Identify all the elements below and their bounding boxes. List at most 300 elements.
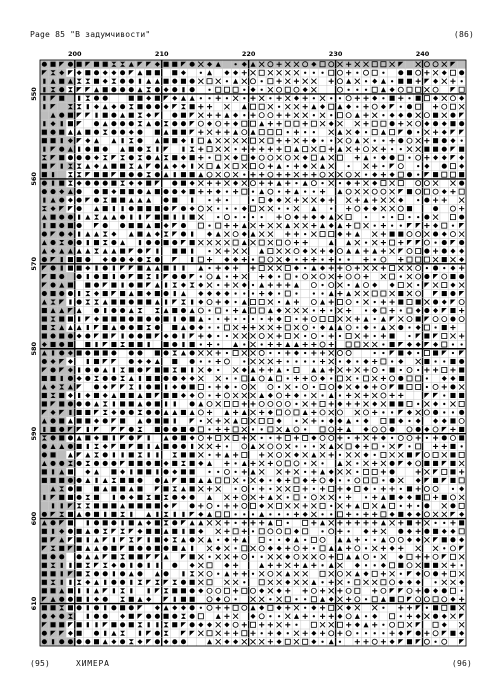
pattern-cell: [396, 60, 405, 68]
pattern-cell: [311, 79, 316, 84]
pattern-cell: [129, 198, 134, 203]
pattern-cell: [224, 401, 229, 406]
pattern-cell: [294, 198, 299, 203]
pattern-cell: [250, 325, 255, 330]
pattern-cell: [398, 529, 403, 534]
pattern-cell: [66, 60, 75, 68]
pattern-cell: [442, 571, 447, 576]
pattern-cell: [311, 537, 316, 542]
pattern-cell: [268, 130, 273, 135]
pattern-cell: [320, 486, 325, 491]
pattern-cell: [381, 580, 386, 585]
pattern-cell: [390, 537, 395, 542]
pattern-cell: [285, 181, 290, 186]
pattern-cell: [120, 189, 125, 194]
pattern-cell: [295, 624, 297, 626]
pattern-cell: [111, 639, 116, 644]
pattern-cell: [398, 316, 403, 321]
pattern-cell: [268, 384, 273, 389]
pattern-cell: [181, 96, 186, 101]
pattern-cell: [442, 435, 447, 440]
pattern-cell: [372, 283, 377, 288]
pattern-cell: [337, 622, 342, 627]
pattern-cell: [111, 478, 116, 483]
pattern-cell: [372, 597, 377, 602]
pattern-cell: [442, 367, 447, 372]
pattern-cell: [94, 333, 99, 338]
pattern-cell: [40, 570, 49, 578]
pattern-cell: [424, 614, 429, 619]
pattern-cell: [233, 367, 238, 372]
pattern-cell: [103, 393, 108, 398]
pattern-cell: [381, 359, 386, 364]
pattern-cell: [459, 486, 464, 491]
pattern-cell: [459, 350, 464, 355]
pattern-cell: [433, 215, 438, 220]
pattern-cell: [242, 232, 247, 237]
pattern-cell: [181, 461, 186, 466]
pattern-cell: [137, 359, 142, 364]
pattern-cell: [66, 638, 75, 646]
pattern-cell: [355, 223, 360, 228]
pattern-cell: [103, 299, 108, 304]
pattern-cell: [40, 187, 49, 195]
pattern-cell: [381, 333, 386, 338]
pattern-cell: [224, 546, 229, 551]
pattern-cell: [390, 401, 395, 406]
pattern-cell: [190, 469, 195, 474]
pattern-cell: [66, 281, 75, 289]
pattern-cell: [40, 519, 49, 527]
pattern-cell: [242, 529, 247, 534]
pattern-cell: [77, 410, 82, 415]
pattern-cell: [398, 266, 403, 271]
pattern-cell: [68, 622, 73, 627]
pattern-cell: [320, 359, 325, 364]
pattern-cell: [217, 539, 219, 541]
pattern-cell: [172, 359, 177, 364]
pattern-cell: [269, 479, 271, 481]
pattern-cell: [416, 537, 421, 542]
pattern-cell: [233, 223, 238, 228]
pattern-cell: [137, 520, 142, 525]
pattern-cell: [94, 79, 99, 84]
pattern-cell: [198, 529, 203, 534]
pattern-cell: [294, 376, 299, 381]
pattern-cell: [442, 444, 447, 449]
pattern-cell: [277, 257, 282, 262]
pattern-cell: [336, 60, 345, 68]
pattern-cell: [311, 155, 316, 160]
pattern-cell: [216, 435, 221, 440]
pattern-cell: [459, 393, 464, 398]
pattern-cell: [320, 469, 325, 474]
pattern-cell: [398, 554, 403, 559]
pattern-cell: [49, 102, 58, 110]
pattern-cell: [129, 181, 134, 186]
pattern-cell: [111, 410, 116, 415]
pattern-cell: [329, 130, 334, 135]
pattern-cell: [408, 445, 410, 447]
pattern-cell: [287, 632, 289, 634]
pattern-cell: [398, 283, 403, 288]
pattern-cell: [424, 359, 429, 364]
pattern-cell: [181, 189, 186, 194]
pattern-cell: [120, 87, 125, 92]
pattern-cell: [233, 283, 238, 288]
pattern-cell: [224, 316, 229, 321]
pattern-cell: [120, 401, 125, 406]
pattern-cell: [120, 342, 125, 347]
pattern-cell: [129, 410, 134, 415]
pattern-cell: [103, 614, 108, 619]
pattern-cell: [374, 335, 376, 337]
pattern-cell: [355, 274, 360, 279]
pattern-cell: [285, 350, 290, 355]
pattern-cell: [85, 172, 90, 177]
pattern-cell: [450, 96, 455, 101]
pattern-cell: [320, 299, 325, 304]
pattern-cell: [113, 206, 115, 211]
pattern-cell: [148, 452, 150, 457]
pattern-cell: [277, 597, 282, 602]
pattern-cell: [198, 113, 203, 118]
pattern-cell: [66, 94, 75, 102]
pattern-cell: [233, 350, 238, 355]
pattern-cell: [311, 333, 316, 338]
pattern-cell: [400, 106, 402, 108]
pattern-cell: [337, 189, 342, 194]
pattern-cell: [459, 418, 464, 423]
pattern-cell: [242, 240, 247, 245]
pattern-cell: [85, 554, 90, 559]
pattern-cell: [442, 291, 447, 296]
pattern-cell: [268, 418, 273, 423]
pattern-cell: [94, 350, 99, 355]
pattern-cell: [433, 316, 438, 321]
pattern-cell: [304, 428, 306, 430]
pattern-cell: [294, 189, 299, 194]
pattern-cell: [337, 580, 342, 585]
pattern-cell: [40, 374, 49, 382]
pattern-cell: [129, 503, 134, 508]
pattern-cell: [242, 325, 247, 330]
pattern-cell: [329, 546, 334, 551]
pattern-cell: [346, 486, 351, 491]
pattern-cell: [242, 299, 247, 304]
pattern-cell: [226, 335, 228, 337]
pattern-cell: [242, 350, 247, 355]
pattern-cell: [172, 461, 177, 466]
pattern-cell: [442, 529, 447, 534]
pattern-cell: [268, 631, 273, 636]
pattern-cell: [459, 410, 464, 415]
pattern-cell: [329, 172, 334, 177]
pattern-cell: [329, 520, 334, 525]
pattern-cell: [416, 486, 421, 491]
pattern-cell: [40, 604, 49, 612]
pattern-cell: [57, 187, 66, 195]
pattern-cell: [120, 418, 125, 423]
pattern-cell: [329, 486, 334, 491]
pattern-cell: [259, 580, 264, 585]
pattern-cell: [374, 454, 376, 456]
pattern-cell: [146, 520, 151, 525]
pattern-cell: [233, 435, 238, 440]
pattern-cell: [363, 316, 368, 321]
pattern-cell: [285, 639, 290, 644]
pattern-cell: [182, 342, 184, 347]
pattern-cell: [416, 79, 421, 84]
pattern-cell: [416, 512, 421, 517]
pattern-cell: [242, 554, 247, 559]
pattern-cell: [372, 622, 377, 627]
pattern-cell: [398, 478, 403, 483]
pattern-cell: [129, 461, 134, 466]
pattern-cell: [234, 513, 236, 515]
pattern-cell: [40, 145, 49, 153]
pattern-cell: [285, 155, 290, 160]
pattern-cell: [355, 130, 360, 135]
pattern-cell: [295, 182, 297, 184]
pattern-cell: [285, 232, 290, 237]
pattern-cell: [321, 182, 323, 184]
pattern-cell: [77, 325, 82, 330]
pattern-cell: [372, 639, 377, 644]
pattern-cell: [198, 240, 203, 245]
pattern-cell: [120, 223, 125, 228]
pattern-cell: [303, 121, 308, 126]
pattern-cell: [190, 342, 195, 347]
pattern-cell: [450, 257, 455, 262]
pattern-cell: [416, 495, 421, 500]
pattern-cell: [311, 418, 316, 423]
pattern-cell: [57, 111, 66, 119]
pattern-cell: [355, 266, 360, 271]
pattern-cell: [103, 266, 108, 271]
pattern-cell: [407, 147, 412, 152]
pattern-cell: [94, 359, 99, 364]
pattern-cell: [120, 79, 125, 84]
pattern-cell: [242, 435, 247, 440]
pattern-cell: [111, 418, 116, 423]
pattern-cell: [442, 495, 447, 500]
pattern-cell: [57, 204, 66, 212]
pattern-cell: [382, 72, 384, 74]
pattern-cell: [57, 213, 66, 221]
pattern-cell: [390, 588, 395, 593]
pattern-cell: [243, 360, 245, 362]
pattern-cell: [172, 70, 177, 75]
pattern-cell: [129, 206, 134, 211]
pattern-cell: [382, 369, 384, 371]
pattern-cell: [216, 96, 221, 101]
pattern-cell: [459, 172, 464, 177]
pattern-cell: [311, 266, 316, 271]
pattern-cell: [75, 60, 84, 68]
pattern-cell: [294, 249, 299, 254]
pattern-cell: [40, 272, 49, 280]
pattern-cell: [94, 70, 99, 75]
pattern-cell: [459, 274, 464, 279]
pattern-cell: [294, 469, 299, 474]
pattern-cell: [77, 384, 82, 389]
pattern-cell: [137, 469, 142, 474]
pattern-cell: [416, 333, 421, 338]
pattern-cell: [146, 333, 151, 338]
pattern-cell: [390, 249, 395, 254]
pattern-cell: [398, 325, 403, 330]
pattern-cell: [381, 546, 386, 551]
pattern-cell: [434, 581, 436, 583]
pattern-cell: [347, 581, 349, 583]
pattern-cell: [275, 60, 284, 68]
pattern-cell: [216, 249, 221, 254]
pattern-cell: [285, 486, 290, 491]
pattern-cell: [118, 60, 127, 68]
pattern-cell: [103, 350, 108, 355]
pattern-cell: [68, 469, 73, 474]
pattern-cell: [277, 342, 282, 347]
pattern-cell: [155, 486, 160, 491]
pattern-cell: [277, 461, 282, 466]
pattern-cell: [129, 308, 134, 313]
pattern-cell: [304, 462, 306, 464]
pattern-cell: [85, 469, 90, 474]
pattern-cell: [103, 486, 108, 491]
pattern-cell: [49, 434, 58, 442]
pattern-cell: [337, 631, 342, 636]
pattern-cell: [294, 503, 299, 508]
pattern-cell: [382, 624, 384, 626]
pattern-cell: [224, 240, 229, 245]
pattern-cell: [216, 172, 221, 177]
pattern-cell: [111, 249, 116, 254]
pattern-cell: [268, 240, 273, 245]
pattern-cell: [216, 384, 221, 389]
pattern-cell: [407, 631, 412, 636]
pattern-cell: [190, 486, 195, 491]
pattern-cell: [155, 478, 160, 483]
pattern-cell: [294, 427, 299, 432]
pattern-cell: [68, 316, 73, 321]
pattern-cell: [216, 359, 221, 364]
pattern-cell: [407, 512, 412, 517]
pattern-cell: [155, 316, 160, 321]
pattern-cell: [139, 376, 141, 381]
pattern-cell: [120, 215, 125, 220]
pattern-cell: [459, 461, 464, 466]
pattern-cell: [155, 393, 160, 398]
pattern-cell: [68, 121, 73, 126]
pattern-cell: [66, 332, 75, 340]
pattern-cell: [285, 588, 290, 593]
pattern-cell: [424, 96, 429, 101]
pattern-cell: [146, 266, 151, 271]
pattern-cell: [155, 401, 160, 406]
pattern-cell: [113, 537, 115, 542]
pattern-cell: [94, 520, 99, 525]
pattern-cell: [216, 181, 221, 186]
pattern-cell: [459, 427, 464, 432]
pattern-cell: [337, 588, 342, 593]
pattern-cell: [77, 240, 82, 245]
pattern-cell: [57, 68, 66, 76]
pattern-cell: [233, 571, 238, 576]
pattern-cell: [224, 325, 229, 330]
pattern-cell: [191, 249, 193, 254]
pattern-cell: [216, 308, 221, 313]
pattern-cell: [172, 138, 177, 143]
pattern-cell: [170, 60, 179, 68]
pattern-cell: [442, 79, 447, 84]
pattern-cell: [111, 384, 116, 389]
pattern-cell: [390, 512, 395, 517]
pattern-cell: [372, 79, 377, 84]
pattern-cell: [398, 299, 403, 304]
pattern-cell: [129, 478, 134, 483]
pattern-cell: [137, 104, 142, 109]
pattern-cell: [285, 444, 290, 449]
pattern-cell: [250, 520, 255, 525]
pattern-cell: [69, 299, 71, 304]
pattern-cell: [295, 318, 297, 320]
pattern-cell: [303, 571, 308, 576]
pattern-cell: [259, 367, 264, 372]
pattern-cell: [85, 87, 90, 92]
pattern-cell: [381, 393, 386, 398]
pattern-cell: [137, 232, 142, 237]
pattern-cell: [77, 376, 82, 381]
pattern-cell: [295, 275, 297, 277]
pattern-cell: [49, 536, 58, 544]
pattern-cell: [398, 240, 403, 245]
pattern-cell: [57, 102, 66, 110]
pattern-cell: [277, 529, 282, 534]
pattern-cell: [321, 564, 323, 566]
pattern-cell: [320, 376, 325, 381]
pattern-cell: [459, 87, 464, 92]
pattern-cell: [433, 172, 438, 177]
pattern-cell: [416, 410, 421, 415]
pattern-cell: [40, 119, 49, 127]
pattern-cell: [137, 291, 142, 296]
pattern-cell: [391, 148, 393, 150]
pattern-cell: [320, 325, 325, 330]
pattern-cell: [242, 546, 247, 551]
pattern-cell: [320, 104, 325, 109]
pattern-cell: [398, 461, 403, 466]
pattern-cell: [259, 478, 264, 483]
pattern-cell: [268, 155, 273, 160]
pattern-cell: [426, 267, 428, 269]
pattern-cell: [303, 274, 308, 279]
pattern-cell: [450, 325, 455, 330]
pattern-cell: [103, 257, 108, 262]
pattern-cell: [398, 87, 403, 92]
pattern-cell: [355, 249, 360, 254]
pattern-cell: [85, 367, 90, 372]
pattern-cell: [381, 529, 386, 534]
pattern-cell: [66, 502, 75, 510]
pattern-cell: [321, 394, 323, 396]
pattern-cell: [243, 479, 245, 481]
pattern-cell: [452, 411, 454, 413]
pattern-cell: [346, 96, 351, 101]
pattern-cell: [181, 367, 186, 372]
pattern-cell: [217, 505, 219, 507]
pattern-cell: [181, 291, 186, 296]
